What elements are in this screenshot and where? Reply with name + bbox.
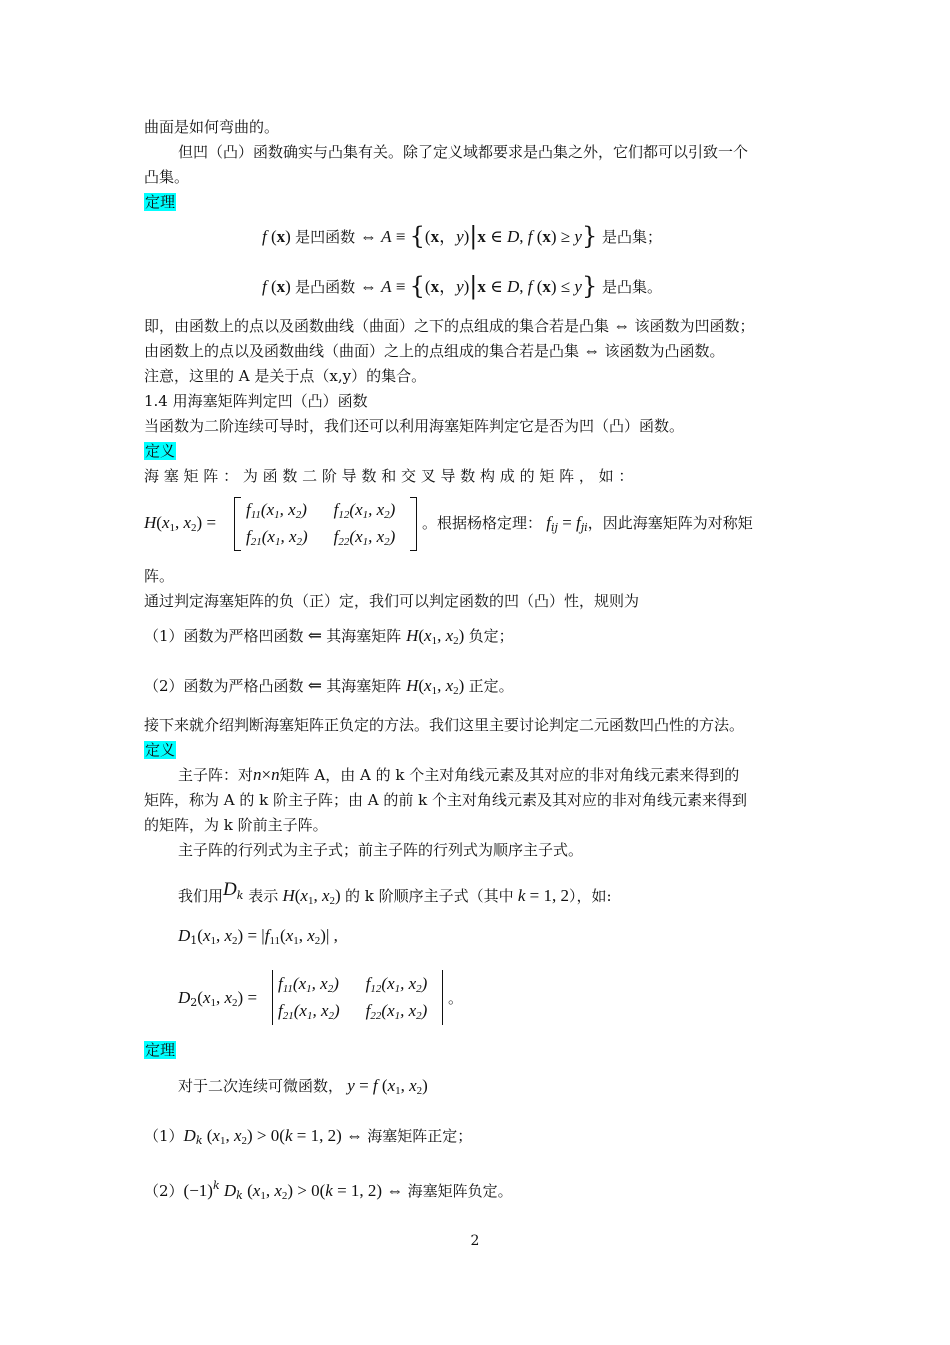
formula-d2-label: $D_2(x_1$, $x_2$) = xyxy=(178,988,258,1009)
text-line: 接下来就介绍判断海塞矩阵正负定的方法。我们这里主要讨论判定二元函数凹凸性的方法。 xyxy=(144,716,745,734)
d2-determinant: $f_{11}(x_1$, $x_2$) $f_{12}(x_1$, $x_2$) $f_{21}(x_1$, $x_2$) $f_{22}(x_1$, $x_2$) xyxy=(278,974,428,1022)
text-line: 的矩阵，为 k 阶前主子阵。 xyxy=(144,816,328,834)
matrix-bracket-right xyxy=(410,497,417,551)
text-line: 曲面是如何弯曲的。 xyxy=(144,118,280,136)
definition-tag: 定义 xyxy=(145,442,176,460)
text-line: 由函数上的点以及函数曲线（曲面）之上的点组成的集合若是凸集 ⇔ 该函数为凸函数。 xyxy=(144,341,725,360)
formula-concave: f (x) 是凹函数 ⇔ A ≡ {(x，y)|x ∈ D, f (x) ≥ y} 是凸集； xyxy=(262,222,663,250)
determinant-bar-right xyxy=(442,970,443,1025)
text-line: 当函数为二阶连续可导时，我们还可以利用海塞矩阵判定它是否为凹（凸）函数。 xyxy=(144,417,685,435)
section-heading: 1.4 用海塞矩阵判定凹（凸）函数 xyxy=(144,392,368,410)
text-line: 。根据杨格定理： $f_{ij} = f_{ji}$，因此海塞矩阵为对称矩 xyxy=(422,513,753,534)
definition-tag: 定义 xyxy=(145,741,176,759)
hessian-matrix: $f_{11}(x_1$, $x_2$) $f_{12}(x_1$, $x_2$) $f_{21}(x_1$, $x_2$) $f_{22}(x_1$, $x_2$) xyxy=(246,500,396,548)
text-line: 矩阵，称为 A 的 k 阶主子阵；由 A 的前 k 个主对角线元素及其对应的非对角线元素来得到 xyxy=(144,791,747,809)
text-line: 通过判定海塞矩阵的负（正）定，我们可以判定函数的凹（凸）性，规则为 xyxy=(144,592,640,610)
text-line: 即，由函数上的点以及函数曲线（曲面）之下的点组成的集合若是凸集 ⇔ 该函数为凹函数； xyxy=(144,316,755,335)
text-line: 凸集。 xyxy=(144,168,190,186)
formula-d1: $D_1(x_1$, $x_2) = |f_{11}(x_1$, $x_2)|$ , xyxy=(178,926,338,947)
text-line: 阵。 xyxy=(144,567,175,585)
text-line: 主子阵的行列式为主子式；前主子阵的行列式为顺序主子式。 xyxy=(178,841,584,859)
period: 。 xyxy=(448,989,464,1007)
determinant-bar-left xyxy=(272,970,273,1025)
text-line: 对于二次连续可微函数， y = f ($x_1$, $x_2$) xyxy=(178,1076,428,1097)
condition-negative: $(2)(-1)^k$ $D_k$ ($x_1$, $x_2) > 0(k = 1$, 2) ⇔ 海塞矩阵负定。 xyxy=(144,1179,513,1202)
matrix-bracket-left xyxy=(234,497,241,551)
text-line: 海 塞 矩 阵 ： 为 函 数 二 阶 导 数 和 交 叉 导 数 构 成 的 矩 阵 ， 如 ： xyxy=(144,467,634,485)
text-line: 但凹（凸）函数确实与凸集有关。除了定义域都要求是凸集之外，它们都可以引致一个 xyxy=(178,143,749,161)
theorem-tag: 定理 xyxy=(145,193,176,211)
page-number: 2 xyxy=(470,1233,480,1249)
formula-convex: f (x) 是凸函数 ⇔ A ≡ {(x，y)|x ∈ D, f (x) ≤ y} 是凸集。 xyxy=(262,272,663,300)
theorem-tag: 定理 xyxy=(145,1041,176,1059)
text-line: 注意，这里的 A 是关于点（x,y）的集合。 xyxy=(144,367,427,385)
text-line: 主子阵：对n×n矩阵 A，由 A 的 k 个主对角线元素及其对应的非对角线元素来得到的 xyxy=(178,765,740,784)
text-line: 我们用$D_k$ 表示 $H(x_1$, $x_2$) 的 k 阶顺序主子式（其中 k = 1, 2），如: xyxy=(178,879,612,907)
condition-positive: $(1)D_k$ ($x_1$, $x_2) > 0(k = 1$, 2) ⇔ 海塞矩阵正定； xyxy=(144,1126,473,1147)
rule-concave: （1）函数为严格凹函数 ⇐ 其海塞矩阵 $H(x_1$, $x_2$) 负定； xyxy=(144,626,514,647)
hessian-label: $H(x_1$, $x_2$) = xyxy=(144,513,217,534)
rule-convex: （2）函数为严格凸函数 ⇐ 其海塞矩阵 $H(x_1$, $x_2$) 正定。 xyxy=(144,676,514,697)
